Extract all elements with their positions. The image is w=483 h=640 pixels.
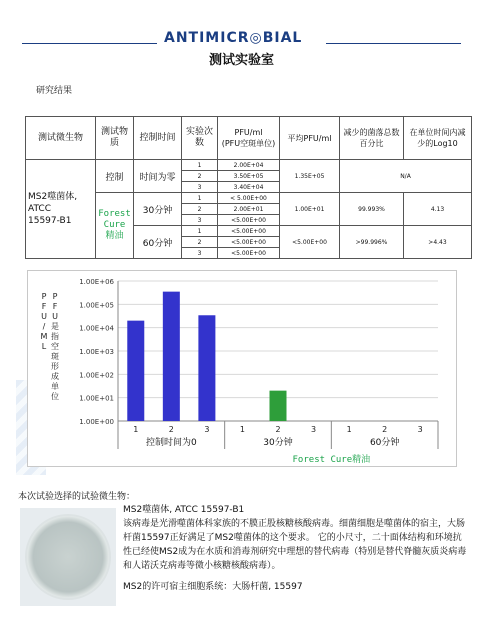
x-tick-label: 2 [275, 425, 281, 434]
log-reduction: 4.13 [404, 193, 472, 226]
run-number: 3 [182, 215, 218, 226]
x-tick-label: 1 [346, 425, 352, 434]
organism-intro: 本次试验选择的试验微生物： [18, 492, 136, 502]
bar [163, 292, 180, 421]
substance-test: Forest Cure 精油 [96, 193, 134, 259]
y-axis-label-char: U [52, 312, 58, 321]
y-axis-label-char: L [41, 342, 47, 351]
run-number: 3 [182, 182, 218, 193]
desc-title: MS2噬菌体, ATCC 15597-B1 [123, 505, 245, 515]
y-axis-label-char: 空 [51, 342, 59, 351]
y-axis-label-char: 成 [51, 372, 59, 381]
y-axis-label-char: / [42, 322, 46, 331]
y-axis-label-char: 形 [51, 362, 59, 371]
run-number: 2 [182, 204, 218, 215]
pfu-value: 3.50E+05 [218, 171, 280, 182]
run-number: 1 [182, 193, 218, 204]
th-avg: 平均PFU/ml [280, 117, 340, 160]
run-number: 2 [182, 171, 218, 182]
x-tick-label: 3 [417, 425, 423, 434]
y-axis-label-char: 斑 [51, 352, 59, 361]
organism-description [123, 503, 468, 594]
run-number: 1 [182, 226, 218, 237]
bar [198, 315, 215, 421]
log-reduction: >4.43 [404, 226, 472, 259]
header-rule-left [22, 43, 157, 44]
th-organism: 测试微生物 [26, 117, 96, 160]
x-tick-label: 1 [133, 425, 139, 434]
th-log: 在单位时间内减少的Log10 [404, 117, 472, 160]
time-60: 60分钟 [134, 226, 182, 259]
th-runs: 实验次数 [182, 117, 218, 160]
y-axis-label-char: 是 [51, 322, 59, 331]
group-label: 60分钟 [369, 438, 400, 448]
pct-reduction: 99.993% [340, 193, 404, 226]
bar [270, 391, 287, 421]
th-substance: 测试物质 [96, 117, 134, 160]
avg-pfu: 1.35E+05 [280, 160, 340, 193]
pfu-value: 2.00E+04 [218, 160, 280, 171]
pfu-value: <5.00E+00 [218, 248, 280, 259]
avg-pfu: <5.00E+00 [280, 226, 340, 259]
results-heading: 研究结果 [36, 86, 73, 96]
x-tick-label: 3 [204, 425, 210, 434]
x-tick-label: 2 [382, 425, 388, 434]
pfu-value: 3.40E+04 [218, 182, 280, 193]
results-table [25, 116, 472, 259]
pfu-value: <5.00E+00 [218, 226, 280, 237]
lab-title: 测试实验室 [208, 53, 274, 68]
run-number: 3 [182, 248, 218, 259]
time-30: 30分钟 [134, 193, 182, 226]
pfu-value: < 5.00E+00 [218, 193, 280, 204]
y-tick-label: 1.00E+02 [79, 371, 114, 380]
y-axis-label-char: U [41, 312, 47, 321]
y-axis-label-char: F [41, 302, 47, 311]
th-time: 控制时间 [134, 117, 182, 160]
y-axis-label-char: P [52, 292, 58, 301]
y-axis-label-char: 位 [51, 392, 59, 401]
pct-reduction: >99.996% [340, 226, 404, 259]
y-axis-label-char: 单 [51, 382, 59, 391]
x-tick-label: 1 [239, 425, 245, 434]
group-label: 控制时间为0 [145, 438, 197, 448]
organism-cell: MS2噬菌体, ATCC 15597-B1 [26, 160, 96, 259]
chart-frame [27, 270, 457, 467]
substance-control: 控制 [96, 160, 134, 193]
desc-host: MS2的许可宿主细胞系统：大肠杆菌, 15597 [123, 582, 303, 592]
th-pct: 减少的菌落总数百分比 [340, 117, 404, 160]
y-tick-label: 1.00E+00 [79, 418, 114, 426]
x-tick-label: 2 [168, 425, 174, 434]
bar [127, 321, 144, 421]
y-axis-label-char: M [40, 332, 48, 341]
pct-reduction: N/A [340, 160, 472, 193]
th-pfu: PFU/ml (PFU空斑单位) [218, 117, 280, 160]
y-axis-label-char: 指 [51, 332, 59, 341]
pfu-value: <5.00E+00 [218, 215, 280, 226]
y-tick-label: 1.00E+04 [79, 324, 114, 333]
x-tick-label: 3 [311, 425, 317, 434]
petri-dish [25, 514, 111, 600]
header-rule-right [326, 43, 461, 44]
time-0: 时间为零 [134, 160, 182, 193]
y-axis-label-char: P [41, 292, 47, 301]
desc-body: 该病毒是光滑噬菌体科家族的不膜正股核糖核酸病毒。细菌细胞是噬菌体的宿主，大肠杆菌15597正好满足了MS2噬菌体的这个要求。 它的小尺寸，二十面体结构和环境抗性已经使MS2成为在水质和消毒剂研究中理想的替代病毒（特别是替代脊髓灰质炎病毒和人诺沃克病毒等微小核糖核酸病毒）。 [123, 519, 467, 571]
x-axis-label: Forest Cure精油 [292, 455, 371, 465]
avg-pfu: 1.00E+01 [280, 193, 340, 226]
pfu-value: <5.00E+00 [218, 237, 280, 248]
y-tick-label: 1.00E+06 [79, 278, 114, 286]
group-label: 30分钟 [263, 438, 293, 448]
run-number: 2 [182, 237, 218, 248]
pfu-bar-chart [28, 271, 456, 466]
y-tick-label: 1.00E+05 [79, 301, 114, 310]
y-axis-label-char: F [52, 302, 58, 311]
brand-logo: ANTIMICR◎BIAL [164, 30, 303, 46]
pfu-value: 2.00E+01 [218, 204, 280, 215]
y-tick-label: 1.00E+03 [79, 348, 114, 356]
y-tick-label: 1.00E+01 [79, 394, 114, 403]
petri-dish-photo [20, 508, 116, 606]
run-number: 1 [182, 160, 218, 171]
